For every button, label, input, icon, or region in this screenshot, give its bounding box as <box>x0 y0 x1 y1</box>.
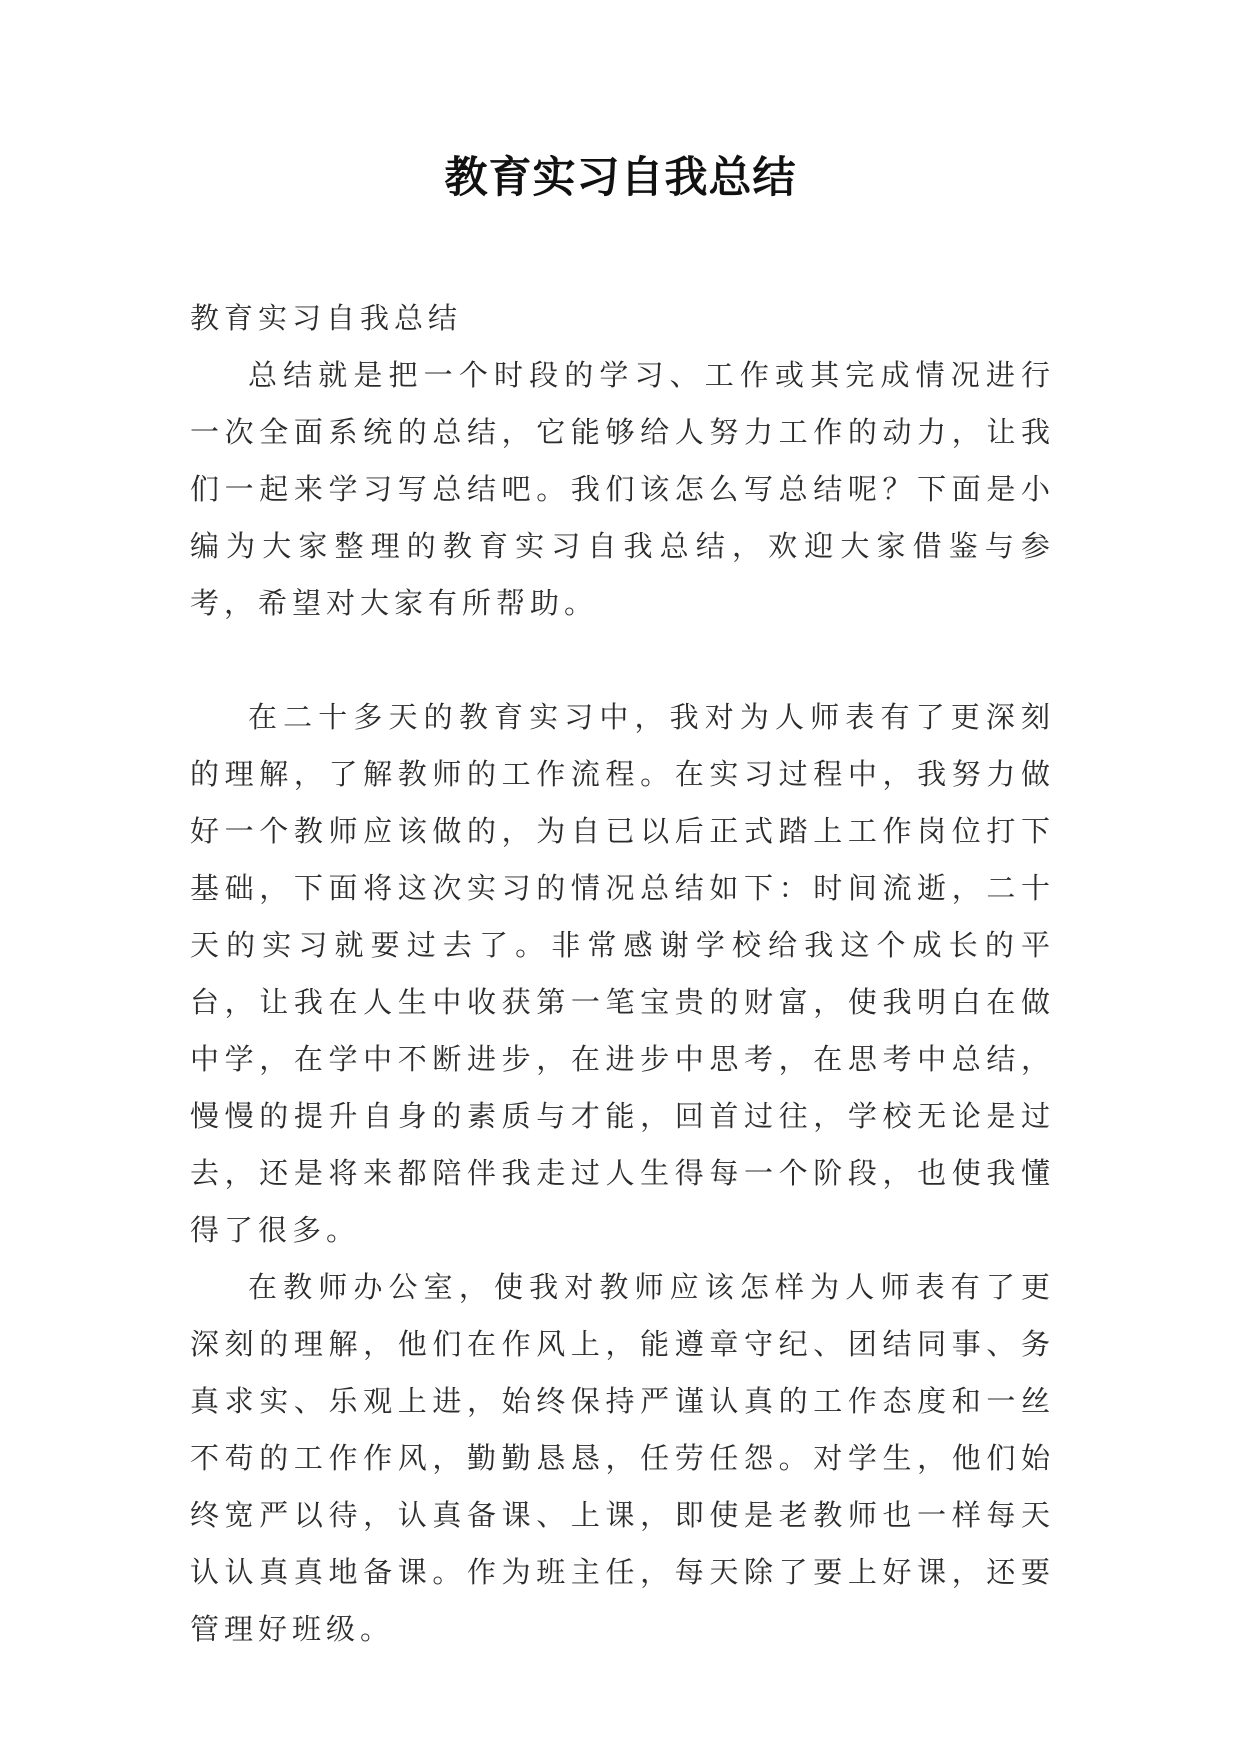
paragraph-spacer <box>190 632 1055 689</box>
document-title: 教育实习自我总结 <box>444 153 797 203</box>
document-subtitle: 教育实习自我总结 <box>190 301 463 335</box>
paragraph-teacher-office: 在教师办公室，使我对教师应该怎样为人师表有了更深刻的理解，他们在作风上，能遵章守纪、团结同事、务真求实、乐观上进，始终保持严谨认真的工作态度和一丝不苟的工作作风，勤勤恳恳，任劳任怨。对学生，他们始终宽严以待，认真备课、上课，即使是老教师也一样每天认认真真地备课。作为班主任，每天除了要上好课，还要管理好班级。 <box>190 1270 1055 1646</box>
paragraph-intro: 总结就是把一个时段的学习、工作或其完成情况进行一次全面系统的总结，它能够给人努力工作的动力，让我们一起来学习写总结吧。我们该怎么写总结呢？下面是小编为大家整理的教育实习自我总结，欢迎大家借鉴与参考，希望对大家有所帮助。 <box>190 358 1055 620</box>
document-body <box>190 290 1055 1658</box>
paragraph-internship-overview: 在二十多天的教育实习中，我对为人师表有了更深刻的理解，了解教师的工作流程。在实习过程中，我努力做好一个教师应该做的，为自已以后正式踏上工作岗位打下基础，下面将这次实习的情况总结如下：时间流逝，二十天的实习就要过去了。非常感谢学校给我这个成长的平台，让我在人生中收获第一笔宝贵的财富，使我明白在做中学，在学中不断进步，在进步中思考，在思考中总结，慢慢的提升自身的素质与才能，回首过往，学校无论是过去，还是将来都陪伴我走过人生得每一个阶段，也使我懂得了很多。 <box>190 700 1055 1247</box>
